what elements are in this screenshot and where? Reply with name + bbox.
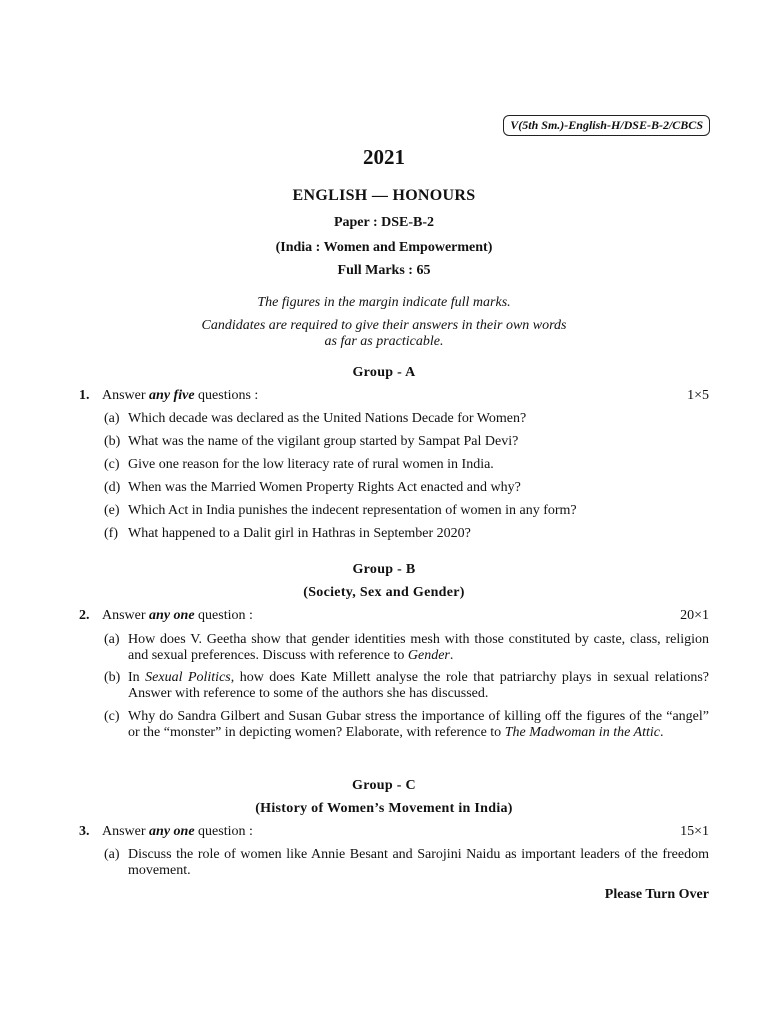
paper-code-badge: V(5th Sm.)-English-H/DSE-B-2/CBCS bbox=[503, 115, 710, 136]
book-title-gender: Gender bbox=[407, 648, 450, 663]
exam-year: 2021 bbox=[363, 145, 405, 169]
instruction-own-words-line1: Candidates are required to give their answers in their own words bbox=[201, 318, 567, 333]
paper-number: Paper : DSE-B-2 bbox=[333, 215, 435, 230]
q1-item-d: (d) When was the Married Women Property Rights Act enacted and why? bbox=[104, 480, 521, 495]
please-turn-over: Please Turn Over bbox=[604, 887, 709, 902]
q1-item-a: (a) Which decade was declared as the United Nations Decade for Women? bbox=[104, 411, 527, 426]
question-3-instruction: Answer any one question : bbox=[102, 824, 253, 839]
q3-item-a: (a) Discuss the role of women like Annie Besant and Sarojini Naidu as important leaders of the freedom movement. bbox=[104, 847, 709, 878]
question-3-emphasis: any one bbox=[149, 824, 195, 839]
subject-title: ENGLISH — HONOURS bbox=[292, 187, 476, 204]
q2-item-a: (a) How does V. Geetha show that gender identities mesh with those constituted by caste, class, religion and sexual preferences. Discuss with reference to Gender. bbox=[104, 632, 709, 663]
question-2-number: 2. bbox=[79, 608, 90, 623]
instruction-own-words-line2: as far as practicable. bbox=[324, 334, 444, 349]
q2-item-c: (c) Why do Sandra Gilbert and Susan Gubar stress the importance of killing off the figures of the “angel” or the “monster” in depicting women? Elaborate, with reference to The Madwoman in the Attic. bbox=[104, 709, 709, 740]
question-2-emphasis: any one bbox=[149, 608, 195, 623]
q1-item-b: (b) What was the name of the vigilant group started by Sampat Pal Devi? bbox=[104, 434, 519, 449]
q1-item-f: (f) What happened to a Dalit girl in Hathras in September 2020? bbox=[104, 526, 471, 541]
full-marks: Full Marks : 65 bbox=[337, 263, 431, 278]
question-2-instruction: Answer any one question : bbox=[102, 608, 253, 623]
question-1-instruction: Answer any five questions : bbox=[102, 388, 259, 403]
question-1-number: 1. bbox=[79, 388, 90, 403]
question-3-number: 3. bbox=[79, 824, 90, 839]
book-title-madwoman: The Madwoman in the Attic bbox=[504, 725, 660, 740]
paper-theme: (India : Women and Empowerment) bbox=[275, 240, 493, 255]
group-a-title: Group - A bbox=[352, 365, 416, 380]
question-1-emphasis: any five bbox=[149, 388, 195, 403]
group-b-title: Group - B bbox=[352, 562, 416, 577]
question-2-marks: 20×1 bbox=[680, 608, 709, 623]
q1-item-e: (e) Which Act in India punishes the indecent representation of women in any form? bbox=[104, 503, 577, 518]
instruction-own-words bbox=[0, 318, 768, 350]
book-title-sexual-politics: Sexual Politics bbox=[145, 670, 231, 685]
q1-item-c: (c) Give one reason for the low literacy rate of rural women in India. bbox=[104, 457, 494, 472]
group-b-subtitle: (Society, Sex and Gender) bbox=[303, 585, 465, 600]
question-3-marks: 15×1 bbox=[680, 824, 709, 839]
q2-item-b: (b) In Sexual Politics, how does Kate Millett analyse the role that patriarchy plays in sexual relations? Answer with reference to some of the authors she has discussed. bbox=[104, 670, 710, 701]
question-1-marks: 1×5 bbox=[687, 388, 709, 403]
group-c-title: Group - C bbox=[352, 778, 416, 793]
instruction-margin-marks: The figures in the margin indicate full marks. bbox=[257, 295, 511, 310]
group-c-subtitle: (History of Women’s Movement in India) bbox=[255, 801, 513, 816]
